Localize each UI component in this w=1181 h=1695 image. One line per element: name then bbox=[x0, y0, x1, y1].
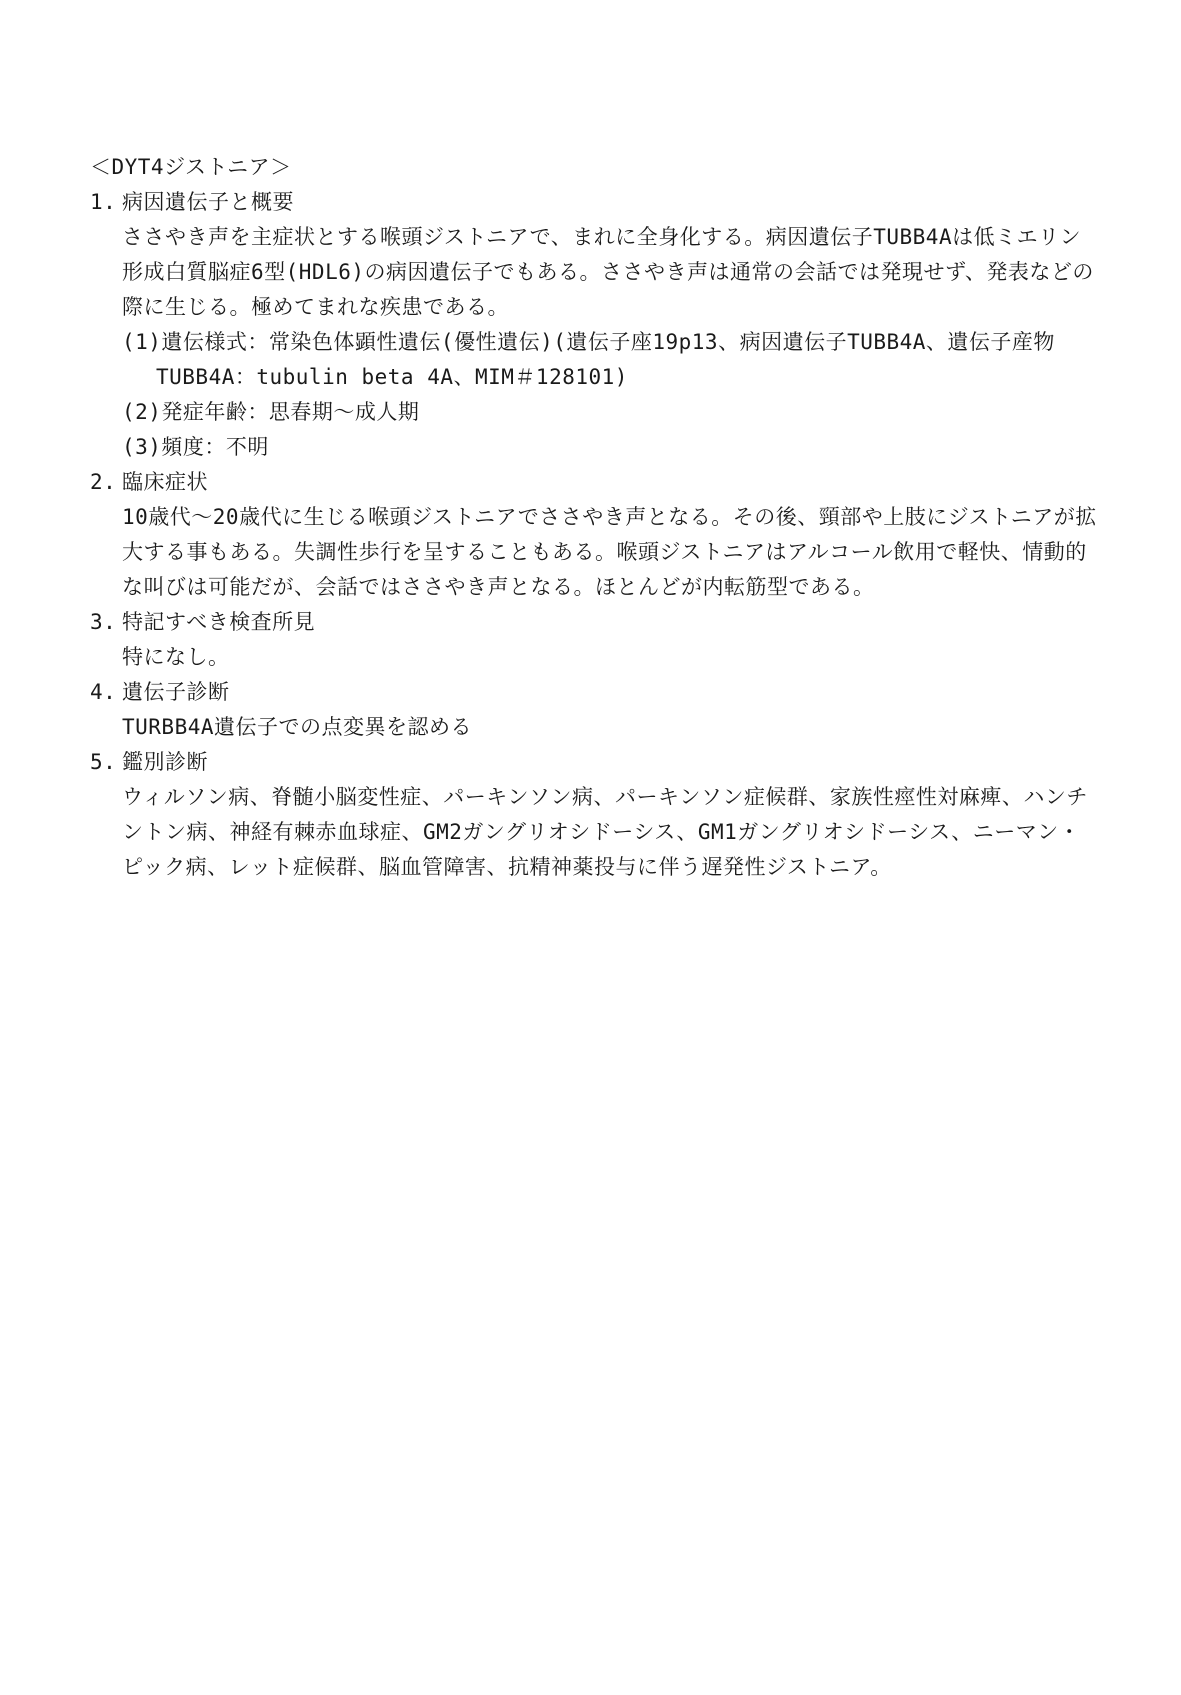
section-title: 病因遺伝子と概要 bbox=[122, 190, 294, 214]
section-number: 2. bbox=[90, 470, 117, 494]
section-body: 特になし。 bbox=[122, 645, 230, 669]
section-title: 遺伝子診断 bbox=[122, 680, 230, 704]
section-heading bbox=[90, 675, 1100, 710]
section-number: 5. bbox=[90, 750, 117, 774]
section-heading bbox=[90, 185, 1100, 220]
frequency-item: (3)頻度：不明 bbox=[122, 435, 269, 459]
document-title: ＜DYT4ジストニア＞ bbox=[90, 155, 292, 179]
section-body: ウィルソン病、脊髄小脳変性症、パーキンソン病、パーキンソン症候群、家族性痙性対麻痺、ハンチントン病、神経有棘赤血球症、GM2ガングリオシドーシス、GM1ガングリオシドーシス、ニーマン・ピック病、レット症候群、脳血管障害、抗精神薬投与に伴う遅発性ジストニア。 bbox=[122, 785, 1088, 879]
section-title: 鑑別診断 bbox=[122, 750, 208, 774]
section-number: 4. bbox=[90, 680, 117, 704]
section-genetic-diagnosis bbox=[90, 675, 1100, 745]
section-genetics-overview bbox=[90, 185, 1100, 465]
section-body: 10歳代〜20歳代に生じる喉頭ジストニアでささやき声となる。その後、頸部や上肢にジストニアが拡大する事もある。失調性歩行を呈することもある。喉頭ジストニアはアルコール飲用で軽快、情動的な叫びは可能だが、会話ではささやき声となる。ほとんどが内転筋型である。 bbox=[122, 505, 1097, 599]
section-body: ささやき声を主症状とする喉頭ジストニアで、まれに全身化する。病因遺伝子TUBB4Aは低ミエリン形成白質脳症6型(HDL6)の病因遺伝子でもある。ささやき声は通常の会話では発現せず、発表などの際に生じる。極めてまれな疾患である。 bbox=[122, 225, 1094, 319]
section-heading bbox=[90, 605, 1100, 640]
section-title: 臨床症状 bbox=[122, 470, 208, 494]
section-differential-diagnosis bbox=[90, 745, 1100, 885]
section-number: 3. bbox=[90, 610, 117, 634]
section-body: TURBB4A遺伝子での点変異を認める bbox=[122, 715, 473, 739]
section-lab-findings bbox=[90, 605, 1100, 675]
section-heading bbox=[90, 745, 1100, 780]
document-body bbox=[90, 150, 1100, 885]
section-title: 特記すべき検査所見 bbox=[122, 610, 316, 634]
inheritance-item: (1)遺伝様式：常染色体顕性遺伝(優性遺伝)(遺伝子座19p13、病因遺伝子TUBB4A、遺伝子産物TUBB4A：tubulin beta 4A、MIM＃128101) bbox=[122, 330, 1055, 389]
section-clinical-symptoms bbox=[90, 465, 1100, 605]
section-heading bbox=[90, 465, 1100, 500]
section-number: 1. bbox=[90, 190, 117, 214]
onset-age-item: (2)発症年齢：思春期〜成人期 bbox=[122, 400, 420, 424]
